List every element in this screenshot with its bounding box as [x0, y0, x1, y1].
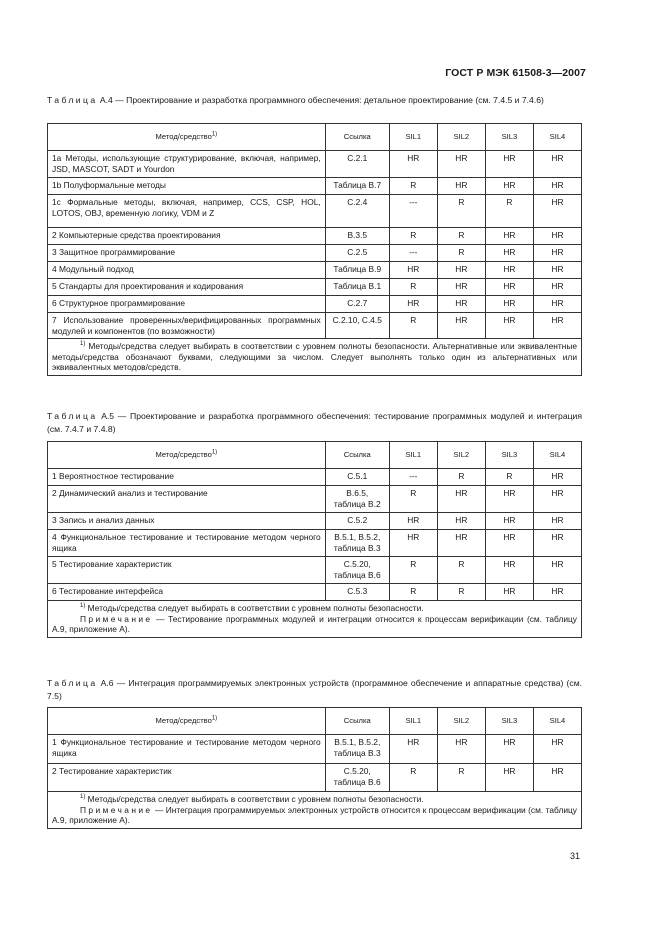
column-header-label: SIL1 [405, 715, 422, 725]
sil2-cell: R [437, 557, 485, 584]
sil2-cell: HR [437, 262, 485, 279]
remark-body: — Тестирование программных модулей и интеграции относится к процессам верификации (см. таблицу А.9, приложение А). [52, 613, 577, 634]
sil1-cell: R [389, 178, 437, 195]
sil2-cell: HR [437, 178, 485, 195]
sil4-cell: HR [533, 764, 581, 792]
method-cell: 6 Тестирование интерфейса [48, 584, 326, 601]
table-note [48, 792, 582, 829]
table-row [48, 513, 582, 530]
column-header-label: Метод/средство [155, 131, 212, 141]
footnote-mark: 1) [211, 715, 218, 722]
table-a5 [47, 441, 582, 638]
column-header [533, 708, 581, 735]
sil3-cell: HR [485, 584, 533, 601]
sil2-cell: R [437, 245, 485, 262]
footnote-body: Методы/средства следует выбирать в соответствии с уровнем полноты безопасности. Альтернативные или эквивалентные методы/средства обозначают буквами, следующими за числом. Следует выполнять только один из альтернативных или эквивалентных методов/средств. [52, 341, 577, 372]
sil3-cell: R [485, 195, 533, 228]
sil2-cell: HR [437, 296, 485, 313]
sil3-cell: HR [485, 486, 533, 513]
table-a4 [47, 123, 582, 376]
footnote-text [52, 603, 577, 614]
sil1-cell: HR [389, 513, 437, 530]
table-label: Таблица [47, 411, 98, 421]
table-row [48, 557, 582, 584]
method-cell: 1а Методы, использующие структурирование, включая, например, JSD, MASCOT, SADT и Yourdon [48, 151, 326, 178]
sil3-cell: HR [485, 513, 533, 530]
sil4-cell: HR [533, 296, 581, 313]
column-header-label: SIL3 [501, 131, 518, 141]
reference-cell: С.2.7 [325, 296, 389, 313]
column-header [389, 708, 437, 735]
sil2-cell: HR [437, 486, 485, 513]
sil4-cell: HR [533, 178, 581, 195]
footnote-mark: 1) [80, 603, 86, 610]
table-header-row [48, 124, 582, 151]
column-header [485, 124, 533, 151]
sil2-cell: HR [437, 151, 485, 178]
column-header-label: SIL4 [549, 131, 566, 141]
sil2-cell: R [437, 228, 485, 245]
column-header [485, 442, 533, 469]
column-header [389, 124, 437, 151]
sil2-cell: HR [437, 513, 485, 530]
footnote-body: Методы/средства следует выбирать в соответствии с уровнем полноты безопасности. [87, 603, 424, 613]
method-cell: 2 Компьютерные средства проектирования [48, 228, 326, 245]
sil2-cell: R [437, 469, 485, 486]
footnote-mark: 1) [211, 449, 218, 456]
sil1-cell: R [389, 584, 437, 601]
method-cell: 5 Тестирование характеристик [48, 557, 326, 584]
sil1-cell: HR [389, 735, 437, 764]
reference-cell: С.5.2 [325, 513, 389, 530]
column-header [48, 708, 326, 735]
sil2-cell: R [437, 584, 485, 601]
table-row [48, 530, 582, 557]
sil1-cell: R [389, 764, 437, 792]
sil4-cell: HR [533, 262, 581, 279]
sil1-cell: HR [389, 296, 437, 313]
method-cell: 7 Использование проверенных/верифицированных программных модулей и компонентов (по возможности) [48, 313, 326, 339]
method-cell: 1с Формальные методы, включая, например, CCS, CSP, HOL, LOTOS, OBJ, временную логику, VDM и Z [48, 195, 326, 228]
table-row [48, 296, 582, 313]
sil3-cell: HR [485, 296, 533, 313]
column-header-label: Ссылка [343, 131, 371, 141]
method-cell: 6 Структурное программирование [48, 296, 326, 313]
table-a4-caption [47, 94, 582, 107]
sil4-cell: HR [533, 513, 581, 530]
footnote-mark: 1) [80, 794, 86, 801]
reference-cell: Таблица В.9 [325, 262, 389, 279]
sil4-cell: HR [533, 584, 581, 601]
method-cell: 5 Стандарты для проектирования и кодирования [48, 279, 326, 296]
column-header [437, 442, 485, 469]
column-header [533, 124, 581, 151]
column-header-label: SIL1 [405, 449, 422, 459]
reference-cell: В.6.5, таблица В.2 [325, 486, 389, 513]
method-cell: 1b Полуформальные методы [48, 178, 326, 195]
remark-body: — Интеграция программируемых электронных устройств относится к процессам верификации (см. таблицу А.9, приложение А). [52, 804, 577, 825]
reference-cell: С.2.4 [325, 195, 389, 228]
column-header-label: SIL4 [549, 715, 566, 725]
page-number: 31 [570, 851, 581, 861]
table-row [48, 245, 582, 262]
remark-label: Примечание [80, 613, 153, 624]
table-caption-text: А.6 — Интеграция программируемых электронных устройств (программное обеспечение и аппаратные средства) (см. 7.5) [47, 678, 582, 701]
sil2-cell: HR [437, 530, 485, 557]
column-header [437, 708, 485, 735]
sil1-cell: R [389, 486, 437, 513]
reference-cell: С.2.5 [325, 245, 389, 262]
table-header-row [48, 708, 582, 735]
table-row [48, 178, 582, 195]
sil1-cell: --- [389, 245, 437, 262]
sil3-cell: HR [485, 279, 533, 296]
remark-text [52, 805, 577, 826]
footnote-text [52, 794, 577, 805]
reference-cell: В.5.1, В.5.2, таблица В.3 [325, 530, 389, 557]
table-row [48, 228, 582, 245]
sil1-cell: --- [389, 195, 437, 228]
sil3-cell: HR [485, 313, 533, 339]
sil4-cell: HR [533, 530, 581, 557]
sil2-cell: HR [437, 313, 485, 339]
table-a6-caption [47, 677, 582, 703]
table-note-row [48, 601, 582, 638]
sil1-cell: --- [389, 469, 437, 486]
sil4-cell: HR [533, 228, 581, 245]
table-note-row [48, 339, 582, 376]
column-header [437, 124, 485, 151]
sil2-cell: HR [437, 279, 485, 296]
sil2-cell: HR [437, 735, 485, 764]
sil4-cell: HR [533, 486, 581, 513]
sil1-cell: HR [389, 262, 437, 279]
method-cell: 1 Функциональное тестирование и тестирование методом черного ящика [48, 735, 326, 764]
table-row [48, 735, 582, 764]
reference-cell: С.2.1 [325, 151, 389, 178]
method-cell: 3 Защитное программирование [48, 245, 326, 262]
table-row [48, 262, 582, 279]
table-label: Таблица [47, 678, 98, 688]
sil3-cell: R [485, 469, 533, 486]
footnote-text [52, 341, 577, 373]
reference-cell: С.5.1 [325, 469, 389, 486]
table-row [48, 584, 582, 601]
table-row [48, 151, 582, 178]
table-a5-caption [47, 410, 582, 436]
table-row [48, 195, 582, 228]
reference-cell: С.5.20, таблица В.6 [325, 764, 389, 792]
sil1-cell: R [389, 279, 437, 296]
method-cell: 4 Функциональное тестирование и тестирование методом черного ящика [48, 530, 326, 557]
column-header-label: SIL1 [405, 131, 422, 141]
column-header-label: Метод/средство [155, 449, 212, 459]
table-row [48, 486, 582, 513]
sil3-cell: HR [485, 557, 533, 584]
sil3-cell: HR [485, 151, 533, 178]
column-header [533, 442, 581, 469]
remark-label: Примечание [80, 804, 153, 815]
table-row [48, 279, 582, 296]
document-header: ГОСТ Р МЭК 61508-3—2007 [445, 67, 586, 79]
sil3-cell: HR [485, 228, 533, 245]
column-header-label: SIL2 [453, 131, 470, 141]
sil4-cell: HR [533, 279, 581, 296]
table-caption-text: А.5 — Проектирование и разработка программного обеспечения: тестирование программных модулей и интеграция (см. 7.4.7 и 7.4.8) [47, 411, 582, 434]
reference-cell: В.3.5 [325, 228, 389, 245]
method-cell: 3 Запись и анализ данных [48, 513, 326, 530]
table-header-row [48, 442, 582, 469]
sil1-cell: R [389, 313, 437, 339]
sil1-cell: R [389, 557, 437, 584]
table-note [48, 601, 582, 638]
sil3-cell: HR [485, 262, 533, 279]
sil3-cell: HR [485, 530, 533, 557]
column-header-label: SIL3 [501, 449, 518, 459]
sil4-cell: HR [533, 557, 581, 584]
reference-cell: В.5.1, В.5.2, таблица В.3 [325, 735, 389, 764]
column-header [48, 442, 326, 469]
column-header-label: SIL4 [549, 449, 566, 459]
column-header-label: SIL3 [501, 715, 518, 725]
table-note-row [48, 792, 582, 829]
sil3-cell: HR [485, 178, 533, 195]
column-header-label: Ссылка [343, 715, 371, 725]
method-cell: 1 Вероятностное тестирование [48, 469, 326, 486]
sil1-cell: R [389, 228, 437, 245]
footnote-body: Методы/средства следует выбирать в соответствии с уровнем полноты безопасности. [87, 794, 424, 804]
column-header-label: Ссылка [343, 449, 371, 459]
method-cell: 4 Модульный подход [48, 262, 326, 279]
table-row [48, 469, 582, 486]
table-label: Таблица [47, 95, 98, 105]
method-cell: 2 Тестирование характеристик [48, 764, 326, 792]
sil4-cell: HR [533, 151, 581, 178]
table-caption-text: А.4 — Проектирование и разработка программного обеспечения: детальное проектирование (см. 7.4.5 и 7.4.6) [99, 95, 544, 105]
reference-cell: С.5.3 [325, 584, 389, 601]
sil4-cell: HR [533, 245, 581, 262]
sil3-cell: HR [485, 764, 533, 792]
reference-cell: Таблица В.1 [325, 279, 389, 296]
sil3-cell: HR [485, 735, 533, 764]
column-header [325, 442, 389, 469]
reference-cell: С.5.20, таблица В.6 [325, 557, 389, 584]
sil4-cell: HR [533, 469, 581, 486]
sil2-cell: R [437, 195, 485, 228]
method-cell: 2 Динамический анализ и тестирование [48, 486, 326, 513]
footnote-mark: 1) [211, 131, 218, 138]
column-header [325, 124, 389, 151]
sil1-cell: HR [389, 530, 437, 557]
column-header-label: Метод/средство [155, 715, 212, 725]
reference-cell: Таблица В.7 [325, 178, 389, 195]
table-a6 [47, 707, 582, 829]
column-header [485, 708, 533, 735]
column-header-label: SIL2 [453, 715, 470, 725]
reference-cell: С.2.10, С.4.5 [325, 313, 389, 339]
sil4-cell: HR [533, 195, 581, 228]
column-header-label: SIL2 [453, 449, 470, 459]
remark-text [52, 614, 577, 635]
sil2-cell: R [437, 764, 485, 792]
sil4-cell: HR [533, 735, 581, 764]
sil1-cell: HR [389, 151, 437, 178]
column-header [325, 708, 389, 735]
sil4-cell: HR [533, 313, 581, 339]
table-row [48, 764, 582, 792]
table-row [48, 313, 582, 339]
column-header [48, 124, 326, 151]
footnote-mark: 1) [80, 341, 86, 348]
sil3-cell: HR [485, 245, 533, 262]
column-header [389, 442, 437, 469]
table-note [48, 339, 582, 376]
